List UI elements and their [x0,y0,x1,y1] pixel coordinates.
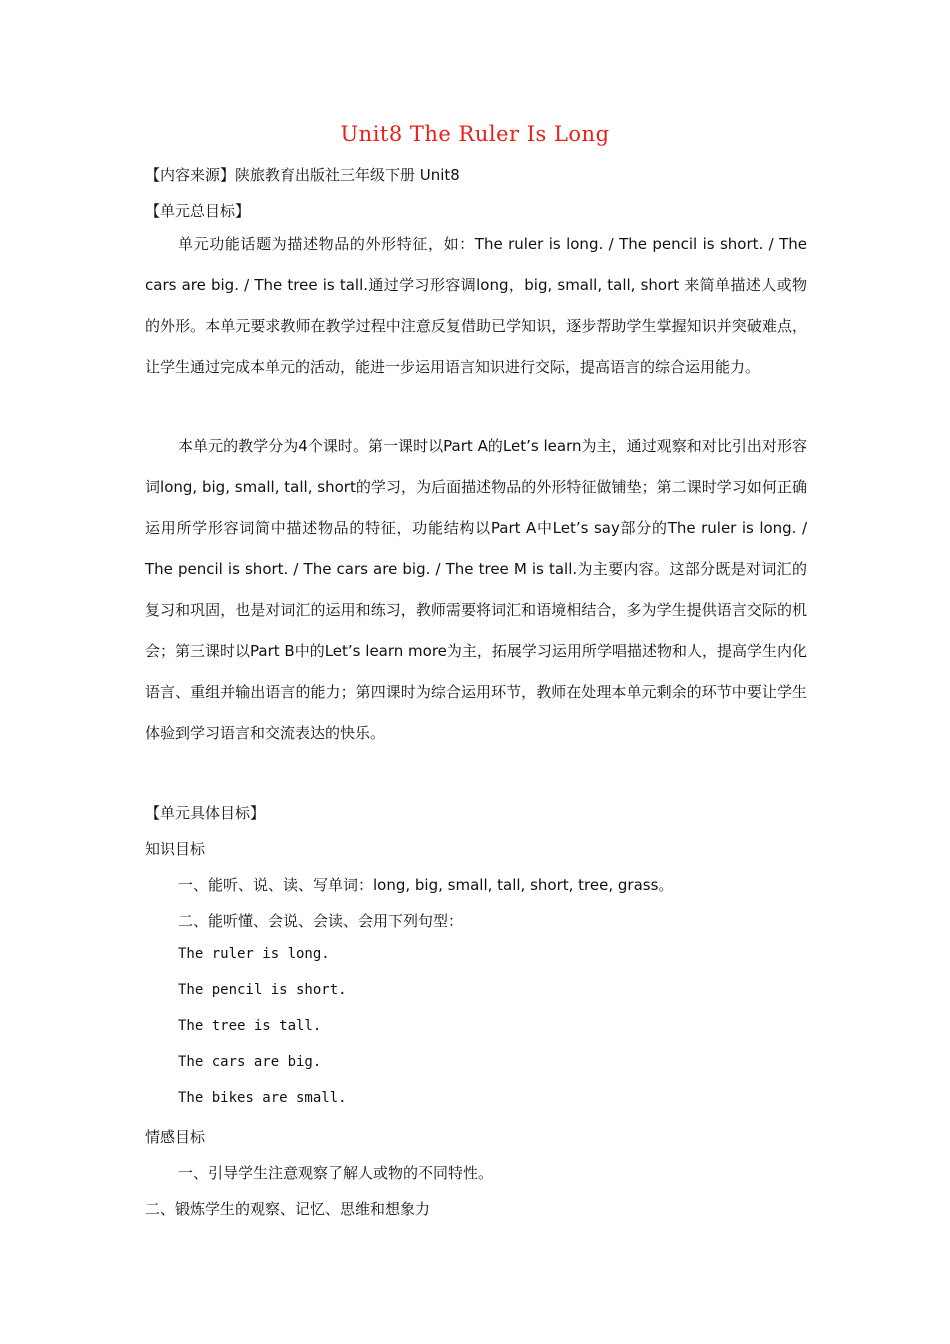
content-source: 【内容来源】陕旅教育出版社三年级下册 Unit8 [145,166,460,184]
emotion-goal-heading: 情感目标 [145,1128,206,1146]
sentence-pattern: The ruler is long. [178,946,330,962]
document-title: Unit8 The Ruler Is Long [340,122,610,146]
specific-goal-heading: 【单元具体目标】 [145,804,266,822]
sentence-pattern: The bikes are small. [178,1090,347,1106]
knowledge-goal-item-2: 二、能听懂、会说、会读、会用下列句型： [178,912,464,930]
sentence-pattern: The pencil is short. [178,982,347,998]
sentence-pattern: The tree is tall. [178,1018,322,1034]
overall-goal-paragraph-1: 单元功能话题为描述物品的外形特征，如：The ruler is long. / The pencil is short. / The cars are big. / The tree is tall.通过学习形容调long，big, small, tall, short 来简单描述人或物的外形。本单元要求教师在教学过程中注意反复借助已学知识，逐步帮助学生掌握知识并突破难点，让学生通过完成本单元的活动，能进一步运用语言知识进行交际，提高语言的综合运用能力。 [145,235,807,376]
emotion-goal-item-1: 一、引导学生注意观察了解人或物的不同特性。 [178,1164,494,1182]
sentence-pattern: The cars are big. [178,1054,322,1070]
knowledge-goal-heading: 知识目标 [145,840,206,858]
knowledge-goal-item-1: 一、能听、说、读、写单词：long, big, small, tall, short, tree, grass。 [178,876,674,894]
overall-goal-paragraph-2: 本单元的教学分为4个课时。第一课时以Part A的Let’s learn为主，通过观察和对比引出对形容词long, big, small, tall, short的学习，为后面描述物品的外形特征做铺垫；第二课时学习如何正确运用所学形容词简中描述物品的特征，功能结构以Part A中Let’s say部分的The ruler is long. / The pencil is short. / The cars are big. / The tree M is tall.为主要内容。这部分既是对词汇的复习和巩固，也是对词汇的运用和练习，教师需要将词汇和语境相结合，多为学生提供语言交际的机会；第三课时以Part B中的Let’s learn more为主，拓展学习运用所学唱描述物和人，提高学生内化语言、重组并输出语言的能力；第四课时为综合运用环节，教师在处理本单元剩余的环节中要让学生体验到学习语言和交流表达的快乐。 [145,437,807,742]
emotion-goal-item-2: 二、锻炼学生的观察、记忆、思维和想象力 [145,1200,431,1218]
overall-goal-heading: 【单元总目标】 [145,202,251,220]
